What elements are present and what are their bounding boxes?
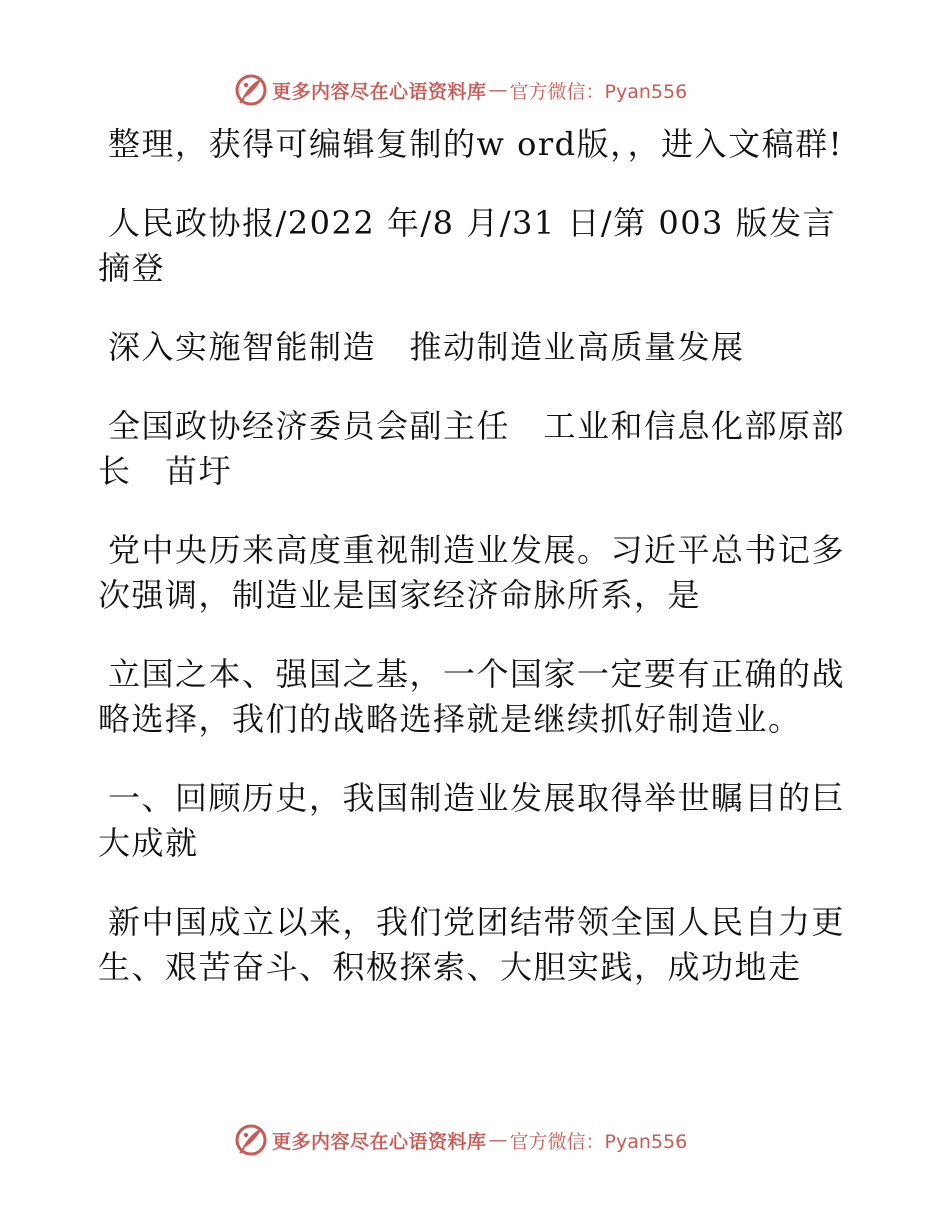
banner-separator: — — [488, 79, 508, 101]
banner-separator: — — [488, 1129, 508, 1151]
paragraph-body-1: 党中央历来高度重视制造业发展。习近平总书记多次强调，制造业是国家经济命脉所系，是 — [98, 531, 846, 614]
header-banner — [234, 70, 687, 110]
section-heading: 一、回顾历史，我国制造业发展取得举世瞩目的巨大成就 — [98, 779, 846, 862]
footer-banner — [234, 1120, 687, 1160]
document-body — [98, 122, 858, 1024]
feather-pen-seal-icon — [234, 1123, 268, 1157]
article-title: 深入实施智能制造 推动制造业高质量发展 — [108, 328, 745, 366]
promo-text: 更多内容尽在心语资料库 — [272, 80, 487, 103]
paragraph-body-2: 立国之本、强国之基，一个国家一定要有正确的战略选择，我们的战略选择就是继续抓好制造业。 — [98, 655, 846, 738]
paragraph-source: 人民政协报/2022 年/8 月/31 日/第 003 版发言摘登 — [98, 204, 837, 287]
contact-text: 官方微信：Pyan556 — [509, 1130, 688, 1153]
paragraph-body-3: 新中国成立以来，我们党团结带领全国人民自力更生、艰苦奋斗、积极探索、大胆实践，成功地走 — [98, 903, 846, 986]
feather-pen-seal-icon — [234, 73, 268, 107]
article-author: 全国政协经济委员会副主任 工业和信息化部原部长 苗圩 — [98, 407, 846, 490]
promo-text: 更多内容尽在心语资料库 — [272, 1130, 487, 1153]
paragraph-intro: 整理，获得可编辑复制的w ord版，，进入文稿群! — [108, 125, 843, 163]
contact-text: 官方微信：Pyan556 — [509, 80, 688, 103]
